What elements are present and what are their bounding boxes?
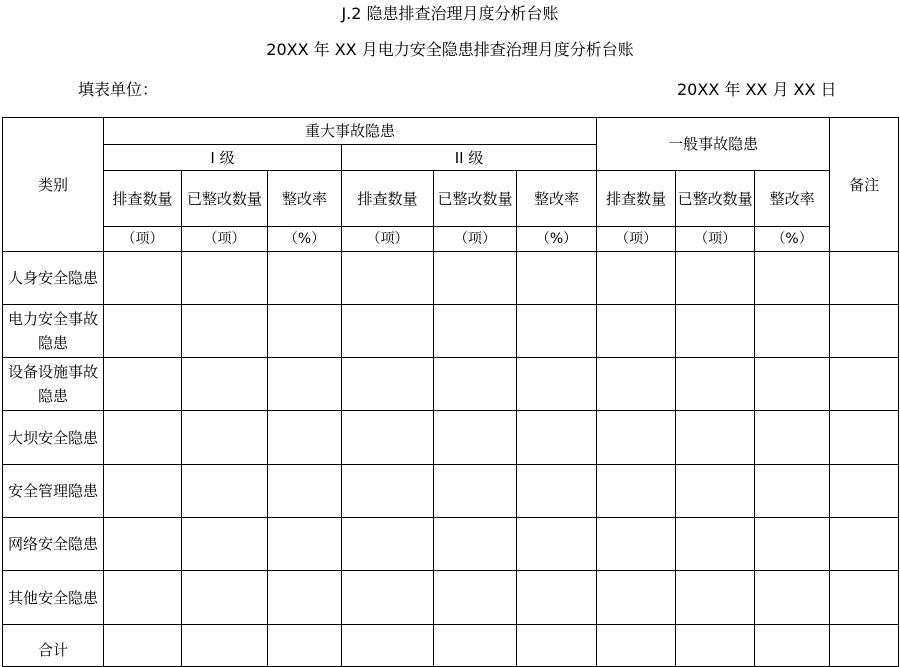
- data-cell: [434, 518, 517, 571]
- row-label: 网络安全隐患: [3, 518, 104, 571]
- data-cell: [434, 305, 517, 358]
- data-cell: [104, 252, 182, 305]
- l1-inspected-count-header: 排查数量: [104, 171, 182, 227]
- data-cell: [830, 358, 899, 411]
- data-cell: [597, 465, 676, 518]
- unit-cell: （%）: [517, 227, 597, 252]
- unit-cell: （项）: [434, 227, 517, 252]
- row-label: 大坝安全隐患: [3, 411, 104, 465]
- data-cell: [755, 571, 830, 625]
- data-cell: [434, 358, 517, 411]
- data-cell: [830, 411, 899, 465]
- data-cell: [268, 411, 342, 465]
- data-cell: [676, 358, 755, 411]
- level-1-header: I 级: [104, 145, 342, 171]
- data-cell: [104, 465, 182, 518]
- data-cell: [517, 411, 597, 465]
- data-cell: [597, 305, 676, 358]
- data-cell: [517, 252, 597, 305]
- unit-cell: （项）: [597, 227, 676, 252]
- data-cell: [517, 571, 597, 625]
- data-cell: [676, 465, 755, 518]
- data-cell: [517, 518, 597, 571]
- unit-row: [3, 227, 899, 252]
- data-cell: [342, 571, 434, 625]
- hazard-ledger-table: [2, 117, 899, 667]
- unit-cell: （项）: [676, 227, 755, 252]
- total-row: [3, 625, 899, 667]
- data-cell: [755, 625, 830, 667]
- table-row: [3, 465, 899, 518]
- data-cell: [830, 518, 899, 571]
- data-cell: [517, 465, 597, 518]
- header-row-3: [3, 171, 899, 227]
- data-cell: [434, 411, 517, 465]
- data-cell: [182, 305, 268, 358]
- data-cell: [342, 358, 434, 411]
- data-cell: [597, 252, 676, 305]
- data-cell: [182, 411, 268, 465]
- row-label: 其他安全隐患: [3, 571, 104, 625]
- data-cell: [434, 625, 517, 667]
- l1-rectification-rate-header: 整改率: [268, 171, 342, 227]
- data-cell: [268, 518, 342, 571]
- general-rectified-count-header: 已整改数量: [676, 171, 755, 227]
- data-cell: [517, 305, 597, 358]
- data-cell: [182, 252, 268, 305]
- table-row: [3, 358, 899, 411]
- l2-inspected-count-header: 排查数量: [342, 171, 434, 227]
- data-cell: [755, 465, 830, 518]
- unit-cell: （项）: [182, 227, 268, 252]
- data-cell: [755, 411, 830, 465]
- header-row-1: [3, 118, 899, 145]
- data-cell: [755, 358, 830, 411]
- row-label: 人身安全隐患: [3, 252, 104, 305]
- data-cell: [830, 571, 899, 625]
- data-cell: [597, 358, 676, 411]
- unit-cell: （%）: [268, 227, 342, 252]
- l2-rectification-rate-header: 整改率: [517, 171, 597, 227]
- general-inspected-count-header: 排查数量: [597, 171, 676, 227]
- row-label: 设备设施事故隐患: [3, 358, 104, 411]
- data-cell: [830, 305, 899, 358]
- data-cell: [434, 465, 517, 518]
- l1-rectified-count-header: 已整改数量: [182, 171, 268, 227]
- table-title: 20XX 年 XX 月电力安全隐患排查治理月度分析台账: [266, 40, 634, 59]
- data-cell: [342, 518, 434, 571]
- report-date-label: 20XX 年 XX 月 XX 日: [677, 80, 837, 99]
- unit-cell: （%）: [755, 227, 830, 252]
- level-2-header: II 级: [342, 145, 597, 171]
- data-cell: [830, 252, 899, 305]
- table-row: [3, 518, 899, 571]
- table-row: [3, 571, 899, 625]
- data-cell: [597, 571, 676, 625]
- row-label: 电力安全事故隐患: [3, 305, 104, 358]
- row-label: 合计: [3, 625, 104, 667]
- data-cell: [517, 358, 597, 411]
- general-hazard-header: 一般事故隐患: [597, 118, 830, 171]
- data-cell: [182, 518, 268, 571]
- data-cell: [755, 305, 830, 358]
- data-cell: [755, 252, 830, 305]
- data-cell: [342, 252, 434, 305]
- row-label: 安全管理隐患: [3, 465, 104, 518]
- data-cell: [268, 625, 342, 667]
- data-cell: [104, 518, 182, 571]
- data-cell: [104, 358, 182, 411]
- data-cell: [182, 625, 268, 667]
- data-cell: [597, 518, 676, 571]
- data-cell: [676, 571, 755, 625]
- table-row: [3, 305, 899, 358]
- data-cell: [676, 518, 755, 571]
- table-row: [3, 252, 899, 305]
- unit-cell: （项）: [104, 227, 182, 252]
- data-cell: [104, 571, 182, 625]
- data-cell: [755, 518, 830, 571]
- data-cell: [268, 571, 342, 625]
- data-cell: [676, 252, 755, 305]
- data-cell: [182, 358, 268, 411]
- category-header: 类别: [3, 118, 104, 252]
- reporting-unit-label: 填表单位：: [78, 80, 159, 99]
- data-cell: [830, 465, 899, 518]
- data-cell: [182, 571, 268, 625]
- data-cell: [342, 465, 434, 518]
- data-cell: [268, 252, 342, 305]
- unit-cell: （项）: [342, 227, 434, 252]
- data-cell: [268, 358, 342, 411]
- data-cell: [342, 411, 434, 465]
- data-cell: [182, 465, 268, 518]
- data-cell: [676, 411, 755, 465]
- document-heading: J.2 隐患排查治理月度分析台账: [341, 4, 559, 23]
- table-row: [3, 411, 899, 465]
- remarks-header: 备注: [830, 118, 899, 252]
- data-cell: [104, 625, 182, 667]
- data-cell: [676, 305, 755, 358]
- data-cell: [676, 625, 755, 667]
- data-cell: [597, 411, 676, 465]
- major-hazard-header: 重大事故隐患: [104, 118, 597, 145]
- data-cell: [104, 305, 182, 358]
- data-cell: [830, 625, 899, 667]
- data-cell: [434, 571, 517, 625]
- data-cell: [104, 411, 182, 465]
- data-cell: [342, 305, 434, 358]
- general-rectification-rate-header: 整改率: [755, 171, 830, 227]
- data-cell: [597, 625, 676, 667]
- l2-rectified-count-header: 已整改数量: [434, 171, 517, 227]
- data-cell: [434, 252, 517, 305]
- data-cell: [517, 625, 597, 667]
- data-cell: [342, 625, 434, 667]
- data-cell: [268, 465, 342, 518]
- data-cell: [268, 305, 342, 358]
